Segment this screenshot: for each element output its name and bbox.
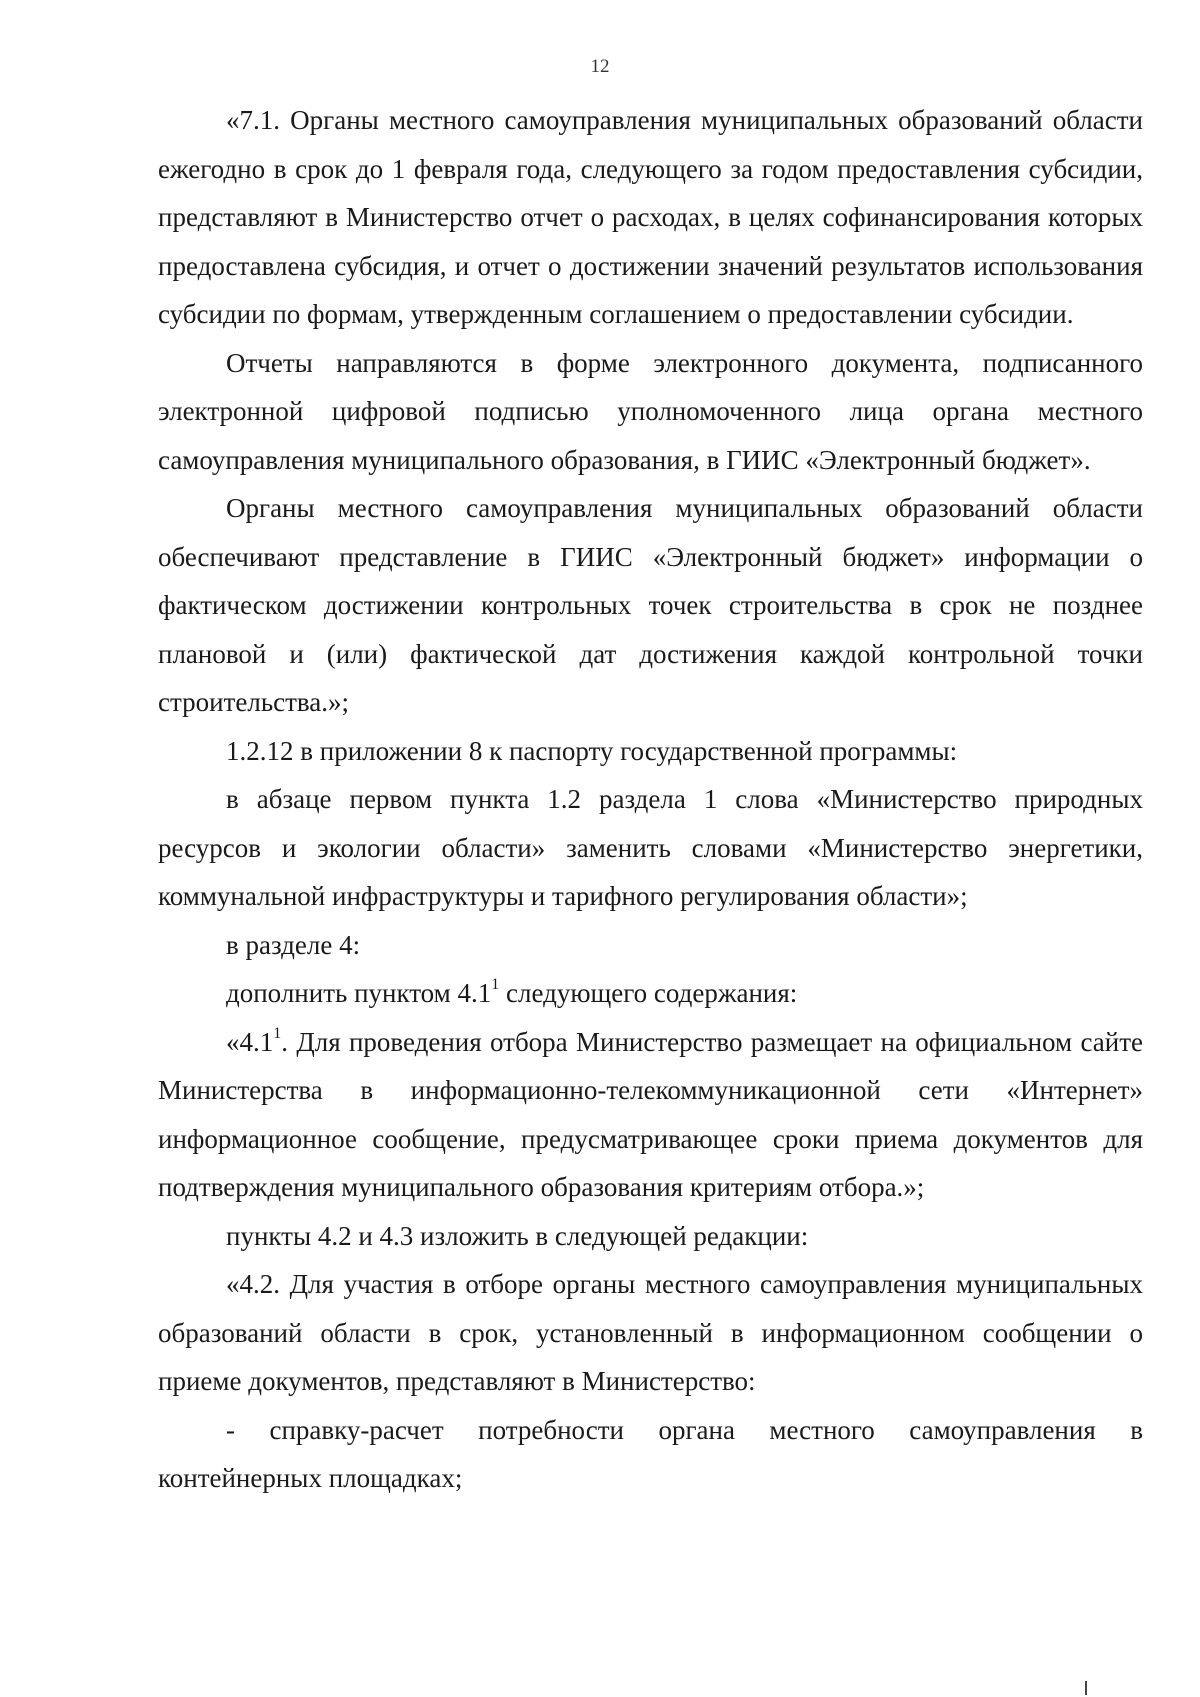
superscript-marker: 1 <box>491 976 500 993</box>
paragraph-spravka: - справку-расчет потребности органа местного самоуправления в контейнерных площадках; <box>158 1414 1143 1493</box>
paragraph-4-1-1-before: «4.1 <box>226 1026 274 1057</box>
superscript-marker: 1 <box>273 1024 282 1042</box>
paragraph-4-1-1-after: . Для проведения отбора Министерство размещает на официальном сайте Министерства в информационно-телекоммуникационной сети «Интернет» информационное сообщение, предусматривающее сроки приема документов для подтверждения муниципального образования критериям отбора.»; <box>158 1026 1143 1202</box>
document-body <box>158 96 1143 1503</box>
paragraph-section-4: в разделе 4: <box>226 929 361 960</box>
paragraph-7-1: «7.1. Органы местного самоуправления муниципальных образований области ежегодно в срок до 1 февраля года, следующего за годом предоставления субсидии, представляют в Министерство отчет о расходах, в целях софинансирования которых предоставлена субсидия, и отчет о достижении значений результатов использования субсидии по формам, утвержденным соглашением о предоставлении субсидии. <box>158 105 1143 329</box>
paragraph-add-4-1-1-after: следующего содержания: <box>499 978 798 1008</box>
paragraph-4-1-1 <box>158 1018 1143 1212</box>
paragraph-reports-electronic: Отчеты направляются в форме электронного документа, подписанного электронной цифровой подписью уполномоченного лица органа местного самоуправления муниципального образования, в ГИИС «Электронный бюджет». <box>158 347 1143 475</box>
paragraph-1-2-12: 1.2.12 в приложении 8 к паспорту государственной программы: <box>226 735 958 766</box>
scan-mark <box>1085 1681 1087 1695</box>
page-number: 12 <box>590 56 610 77</box>
paragraph-4-2: «4.2. Для участия в отборе органы местного самоуправления муниципальных образований области в срок, установленный в информационном сообщении о приеме документов, представляют в Министерство: <box>158 1269 1143 1396</box>
paragraph-4-2-4-3-intro: пункты 4.2 и 4.3 изложить в следующей редакции: <box>226 1220 809 1251</box>
paragraph-add-4-1-1-before: дополнить пунктом 4.1 <box>226 978 492 1008</box>
paragraph-control-points: Органы местного самоуправления муниципальных образований области обеспечивают представление в ГИИС «Электронный бюджет» информации о фактическом достижении контрольных точек строительства в срок не позднее плановой и (или) фактической дат достижения каждой контрольной точки строительства.»; <box>158 493 1143 717</box>
paragraph-add-4-1-1 <box>158 969 1143 1018</box>
paragraph-first-abzac: в абзаце первом пункта 1.2 раздела 1 слова «Министерство природных ресурсов и экологии области» заменить словами «Министерство энергетики, коммунальной инфраструктуры и тарифного регулирования области»; <box>158 784 1143 911</box>
